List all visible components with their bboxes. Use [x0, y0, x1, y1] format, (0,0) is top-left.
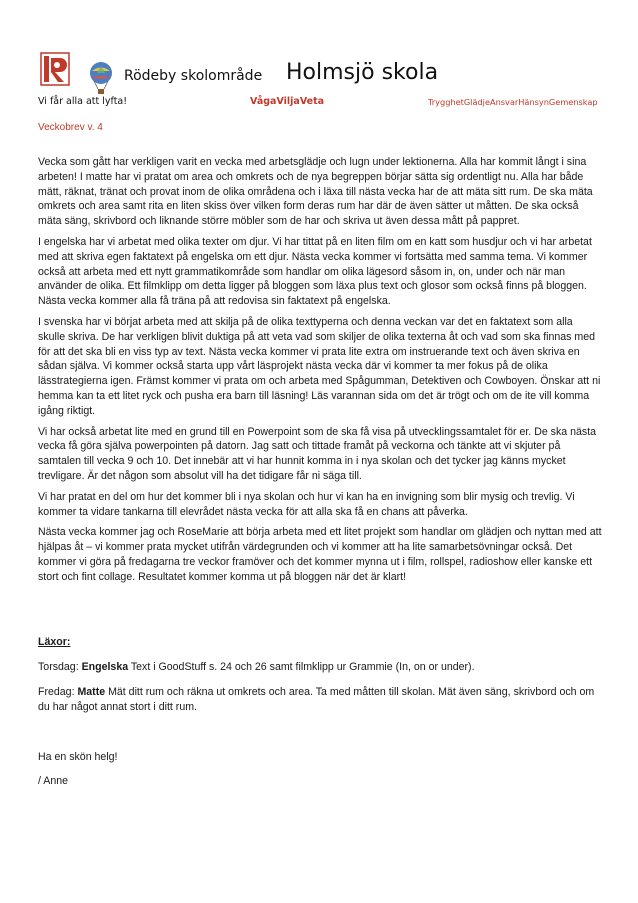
letter-body: [38, 155, 602, 591]
paragraph: Vi har också arbetat lite med en grund till en Powerpoint som de ska få visa på utvecklingssamtalet för er. De ska nästa vecka få göra själva powerpointen på datorn. Jag satt och tittade framåt på veckorna och tänkte att vi skjuter på samtalen till vecka 9 och 10. Det innebär att vi har hunnit komma in i nya skolan och det tycker jag känns mycket trevligare. Är det någon som absolut vill ha det tidigare får ni säga till.: [38, 425, 597, 482]
school-name: Holmsjö skola: [286, 60, 439, 85]
motto-left: Vi får alla att lyfta!: [38, 96, 128, 107]
school-r-logo: [40, 52, 70, 86]
paragraph: I svenska har vi börjat arbeta med att skilja på de olika texttyperna och denna veckan var det en faktatext som alla skulle skriva. De har verkligen blivit duktiga på att veta vad som skiljer de olika texterna åt och vad som ska finnas med för att det ska bli en viss typ av text. Nästa vecka kommer vi prata lite extra om instruerande text och även skriva en sådan själva. Vi kommer också starta upp vårt läsprojekt nästa vecka där vi kommer ta mer fokus på de olika lässtrategierna igen. Främst kommer vi prata om och arbeta med Spågumman, Detektiven och Cowboyen. Önskar att ni hemma kan ta ett litet ryck och pusha era barn till läsning! Läs varannan sida om det är trögt och om de ite vill komma igång riktigt.: [38, 315, 601, 417]
letter-title: Veckobrev v. 4: [38, 122, 103, 133]
homework-heading: Läxor:: [38, 636, 71, 648]
signature: / Anne: [38, 775, 69, 787]
homework-day: Fredag:: [38, 686, 78, 698]
closing-greeting: Ha en skön helg!: [38, 751, 118, 763]
homework-text: Mät ditt rum och räkna ut omkrets och area. Ta med måtten till skolan. Mät även säng, skrivbord och om du har något annat stort i ditt rum.: [38, 686, 595, 713]
paragraph: Vi har pratat en del om hur det kommer bli i nya skolan och hur vi kan ha en invigning som blir mysig och trevlig. Vi kommer ta vidare tankarna till elevrådet nästa vecka för att alla ska få en chans att påverka.: [38, 490, 575, 518]
motto-middle: VågaViljaVeta: [250, 96, 325, 107]
homework-subject: Engelska: [81, 661, 129, 673]
homework-item: [38, 660, 602, 675]
motto-right: TrygghetGlädjeAnsvarHänsynGemenskap: [428, 97, 598, 107]
homework-day: Torsdag:: [38, 661, 82, 673]
homework-subject: Matte: [77, 686, 106, 698]
homework-item: [38, 685, 602, 715]
homework-text: Text i GoodStuff s. 24 och 26 samt filmklipp ur Grammie (In, on or under).: [128, 661, 475, 673]
paragraph: I engelska har vi arbetat med olika texter om djur. Vi har tittat på en liten film om en katt som husdjur och vi har arbetat med att skriva egen faktatext på engelska om ett djur. Nästa vecka kommer vi fortsätta med samma tema. Vi kommer också att arbeta med ett nytt grammatikområde som handlar om olika lägesord såsom in, on, under och när man använder de olika. Ett filmklipp om detta ligger på bloggen som läxa plus text och glosor som också finns på bloggen. Nästa vecka kommer alla få träna på att redovisa sin faktatext på engelska.: [38, 235, 592, 308]
school-area-name: Rödeby skolområde: [124, 68, 263, 84]
paragraph: Vecka som gått har verkligen varit en vecka med arbetsglädje och lugn under lektionerna. Alla har kommit långt i sina arbeten! I matte har vi pratat om area och omkrets och de nya begreppen börjar sätta sig ordentligt nu. Alla har både mätt, räknat, tränat och provat inom de olika områdena och i läxa till nästa vecka har de att mäta sitt rum. De ska mäta omkrets och area samt rita en liten skiss över vilken form deras rum har där de även sätter ut måtten. De ska också mäta säng, skrivbord och liknande större möbler som de har och skriva ut även dessa mått på pappret.: [38, 156, 593, 228]
hot-air-balloon-icon: [88, 62, 114, 96]
paragraph: Nästa vecka kommer jag och RoseMarie att börja arbeta med ett litet projekt som handlar om glädjen och nyttan med att hjälpas åt – vi kommer prata mycket utifrån värdegrunden och vi kommer att ha lite samarbetsövningar också. Det kommer vi göra på fredagarna tre veckor framöver och det kommer mynna ut i film, rollspel, radioshow eller kanske ett stort och fint collage. Resultatet kommer komma ut på bloggen när det är klart!: [38, 526, 602, 583]
